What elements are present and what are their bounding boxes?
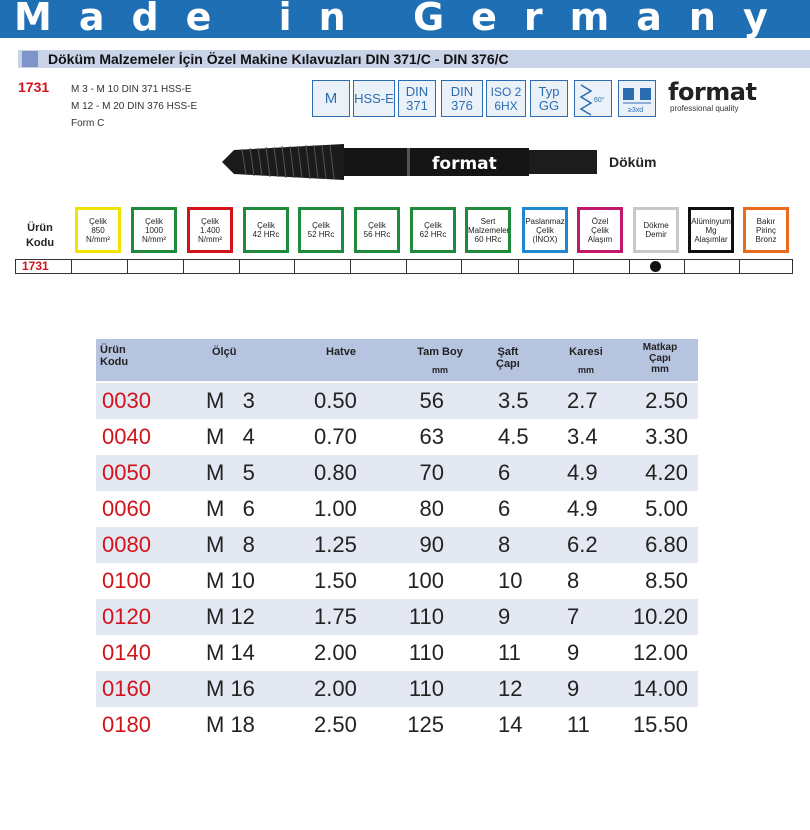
material-box	[354, 207, 400, 253]
material-header	[18, 221, 62, 251]
header-line: Kodu	[100, 356, 129, 368]
badge-label: DIN	[405, 83, 429, 99]
material-label: Alaşım	[587, 234, 613, 244]
header-line: Matkap	[642, 342, 678, 353]
cell-pitch: 2.00	[314, 676, 357, 701]
cell-pitch: 2.50	[314, 712, 357, 737]
material-label: 42 HRc	[252, 230, 280, 239]
badge-din371	[398, 80, 436, 117]
header-line: Hatve	[326, 346, 356, 358]
cell-code: 0140	[102, 640, 151, 665]
badge-value: 376	[451, 97, 473, 113]
material-cell-divider	[294, 259, 295, 274]
tool-label: Döküm	[609, 154, 657, 170]
cell-pitch: 1.75	[314, 604, 357, 629]
header-code	[100, 344, 128, 368]
cell-pitch: 1.00	[314, 496, 357, 521]
product-specs	[71, 81, 197, 132]
cell-size: M 12	[206, 604, 255, 629]
cell-code: 0100	[102, 568, 151, 593]
cell-pitch: 1.50	[314, 568, 357, 593]
material-cell-divider	[739, 259, 740, 274]
material-label: Dökme	[643, 221, 669, 230]
header-line: Şaft	[497, 346, 519, 358]
cell-drill: 6.80	[645, 532, 688, 557]
cell-code: 0030	[102, 388, 151, 413]
material-cell-divider	[684, 259, 685, 274]
cell-square: 11	[567, 712, 590, 737]
cell-square: 6.2	[567, 532, 598, 557]
material-label: Paslanmaz	[525, 216, 565, 226]
material-label: Çelik	[201, 216, 219, 226]
material-label: Alüminyum	[691, 216, 731, 226]
material-label: Çelik	[89, 216, 107, 226]
material-cell-divider	[239, 259, 240, 274]
cell-code: 0180	[102, 712, 151, 737]
cell-length: 110	[408, 640, 444, 665]
material-label: Çelik	[536, 225, 554, 235]
header-line: mm	[651, 364, 669, 375]
cell-code: 0160	[102, 676, 151, 701]
header-pitch	[326, 346, 356, 358]
subtitle-marker	[22, 51, 38, 67]
cell-length: 70	[419, 460, 444, 485]
table-row	[96, 383, 698, 419]
cell-size: M 14	[206, 640, 255, 665]
table-row	[96, 635, 698, 671]
table-row	[96, 563, 698, 599]
material-label: 52 HRc	[307, 230, 335, 239]
cell-size: M 16	[206, 676, 255, 701]
logo-word: format	[668, 78, 757, 106]
spec-line: M 12 - M 20 DIN 376 HSS-E	[71, 101, 198, 112]
header-line: Çapı	[649, 353, 671, 364]
material-box	[743, 207, 789, 253]
cell-length: 63	[419, 424, 444, 449]
cell-drill: 10.20	[632, 604, 688, 629]
header-size	[212, 346, 236, 358]
cell-code: 0080	[102, 532, 151, 557]
material-cell-divider	[127, 259, 128, 274]
cell-shaft: 6	[498, 460, 511, 485]
material-header-line: Kodu	[25, 237, 55, 249]
badge-din376	[441, 80, 483, 117]
material-row	[15, 259, 793, 274]
header-drill	[636, 342, 684, 375]
material-cell-divider	[350, 259, 351, 274]
material-label: (İNOX)	[532, 234, 558, 244]
thread-angle-icon	[574, 80, 612, 117]
tool-brand: format	[432, 154, 497, 174]
cell-square: 9	[567, 676, 580, 701]
cell-shaft: 8	[498, 532, 511, 557]
badge-hsse	[353, 80, 395, 117]
cell-shaft: 6	[498, 496, 511, 521]
table-header	[96, 339, 698, 381]
cell-drill: 8.50	[645, 568, 688, 593]
cell-shaft: 12	[498, 676, 523, 701]
shank-text: ≥3xd	[628, 107, 644, 114]
material-label: 1.400	[199, 225, 221, 235]
cell-square: 7	[567, 604, 580, 629]
header-line: mm	[431, 365, 448, 375]
cell-size: M 8	[206, 532, 255, 557]
material-cell-divider	[573, 259, 574, 274]
cell-length: 90	[419, 532, 444, 557]
material-label: N/mm²	[86, 234, 110, 244]
material-label: Özel	[591, 216, 609, 226]
material-cell-divider	[406, 259, 407, 274]
table-row	[96, 707, 698, 743]
material-box	[298, 207, 344, 253]
material-box	[75, 207, 121, 253]
material-cell-divider	[183, 259, 184, 274]
cell-square: 8	[567, 568, 580, 593]
cell-square: 2.7	[567, 388, 598, 413]
header-line: Çapı	[496, 358, 520, 370]
material-label: N/mm²	[198, 234, 222, 244]
material-label: Pirinç	[755, 225, 776, 235]
cell-length: 110	[408, 604, 444, 629]
material-label: Çelik	[312, 221, 330, 230]
badge-label: DIN	[450, 83, 474, 99]
cell-size: M 18	[206, 712, 255, 737]
product-code: 1731	[18, 79, 50, 95]
material-label: Çelik	[368, 221, 386, 230]
cell-square: 4.9	[567, 496, 598, 521]
cell-pitch: 0.70	[314, 424, 357, 449]
header-banner	[0, 0, 810, 38]
material-cell-divider	[629, 259, 630, 274]
material-label: Bronz	[755, 234, 777, 244]
material-box	[688, 207, 734, 253]
cell-size: M 4	[206, 424, 255, 449]
cell-drill: 3.30	[645, 424, 688, 449]
cell-pitch: 1.25	[314, 532, 357, 557]
material-label: Çelik	[145, 216, 163, 226]
logo-tagline: professional quality	[670, 104, 739, 113]
badge-value: GG	[538, 97, 560, 113]
material-label: Mg	[705, 225, 717, 235]
banner-title: Made in Germany	[14, 0, 795, 39]
material-label: Bakır	[756, 216, 776, 226]
badge-label: HSS-E	[354, 90, 394, 106]
cell-shaft: 4.5	[498, 424, 529, 449]
cell-drill: 15.50	[632, 712, 688, 737]
material-row-code: 1731	[22, 259, 49, 273]
material-label: 62 HRc	[419, 230, 447, 239]
cell-shaft: 9	[498, 604, 511, 629]
material-cell-divider	[518, 259, 519, 274]
material-box	[577, 207, 623, 253]
cell-drill: 4.20	[645, 460, 688, 485]
material-box	[465, 207, 511, 253]
spec-line: Form C	[71, 118, 105, 129]
table-row	[96, 599, 698, 635]
material-box	[633, 207, 679, 253]
cell-pitch: 2.00	[314, 640, 357, 665]
material-label: N/mm²	[142, 234, 166, 244]
material-label: Çelik	[257, 221, 275, 230]
header-line: Ürün	[100, 344, 126, 356]
material-label: Çelik	[424, 221, 442, 230]
table-row	[96, 491, 698, 527]
subtitle-text: Döküm Malzemeler İçin Özel Makine Kılavuzları DIN 371/C - DIN 376/C	[48, 51, 509, 67]
cell-drill: 2.50	[645, 388, 688, 413]
cell-drill: 14.00	[632, 676, 688, 701]
material-marker-dot	[650, 261, 661, 272]
cell-code: 0050	[102, 460, 151, 485]
cell-size: M 6	[206, 496, 255, 521]
material-label: Demir	[645, 230, 667, 239]
material-label: Sert	[480, 216, 496, 226]
cell-code: 0120	[102, 604, 151, 629]
header-shaft	[496, 346, 520, 370]
badge-value: 6HX	[494, 98, 518, 113]
header-length	[410, 346, 470, 376]
header-line: Ölçü	[212, 346, 237, 358]
cell-code: 0040	[102, 424, 151, 449]
table-row	[96, 527, 698, 563]
badge-iso	[486, 80, 526, 117]
cell-pitch: 0.50	[314, 388, 357, 413]
tap-tool-image	[222, 137, 597, 192]
material-header-line: Ürün	[27, 222, 53, 234]
cell-size: M 5	[206, 460, 255, 485]
material-box	[410, 207, 456, 253]
header-line: Tam Boy	[417, 346, 463, 358]
header-square	[564, 346, 608, 376]
material-box	[131, 207, 177, 253]
badge-typ	[530, 80, 568, 117]
cell-shaft: 14	[498, 712, 523, 737]
badge-label: ISO 2	[490, 84, 522, 99]
cell-length: 56	[419, 388, 444, 413]
material-cell-divider	[71, 259, 72, 274]
table-row	[96, 455, 698, 491]
material-cell-divider	[461, 259, 462, 274]
cell-square: 4.9	[567, 460, 598, 485]
material-label: Çelik	[591, 225, 609, 235]
cell-shaft: 3.5	[498, 388, 529, 413]
material-label: 1000	[145, 225, 163, 235]
cell-shaft: 11	[498, 640, 521, 665]
badge-value: 371	[406, 97, 428, 113]
material-label: 56 HRc	[363, 230, 391, 239]
table-row	[96, 671, 698, 707]
cell-length: 80	[419, 496, 444, 521]
table-row	[96, 419, 698, 455]
spec-line: M 3 - M 10 DIN 371 HSS-E	[71, 84, 192, 95]
cell-size: M 3	[206, 388, 255, 413]
cell-drill: 5.00	[645, 496, 688, 521]
material-label: Malzemeler	[468, 225, 510, 235]
badge-label: M	[324, 89, 338, 107]
material-box	[187, 207, 233, 253]
cell-drill: 12.00	[632, 640, 688, 665]
material-box	[243, 207, 289, 253]
badge-label: Typ	[538, 83, 560, 99]
shank-square-icon	[618, 80, 656, 117]
header-line: Karesi	[569, 346, 603, 358]
cell-length: 110	[408, 676, 444, 701]
cell-square: 3.4	[567, 424, 598, 449]
cell-length: 125	[407, 712, 444, 737]
material-label: 60 HRc	[474, 234, 502, 244]
material-label: 850	[91, 225, 105, 235]
badge-m	[312, 80, 350, 117]
cell-shaft: 10	[498, 568, 523, 593]
header-line: mm	[577, 365, 594, 375]
cell-length: 100	[407, 568, 444, 593]
material-box	[522, 207, 568, 253]
thread-angle-text: 60°	[594, 97, 605, 104]
cell-square: 9	[567, 640, 580, 665]
format-logo	[668, 80, 776, 113]
cell-size: M 10	[206, 568, 255, 593]
material-label: Alaşımlar	[694, 234, 728, 244]
cell-pitch: 0.80	[314, 460, 357, 485]
cell-code: 0060	[102, 496, 151, 521]
